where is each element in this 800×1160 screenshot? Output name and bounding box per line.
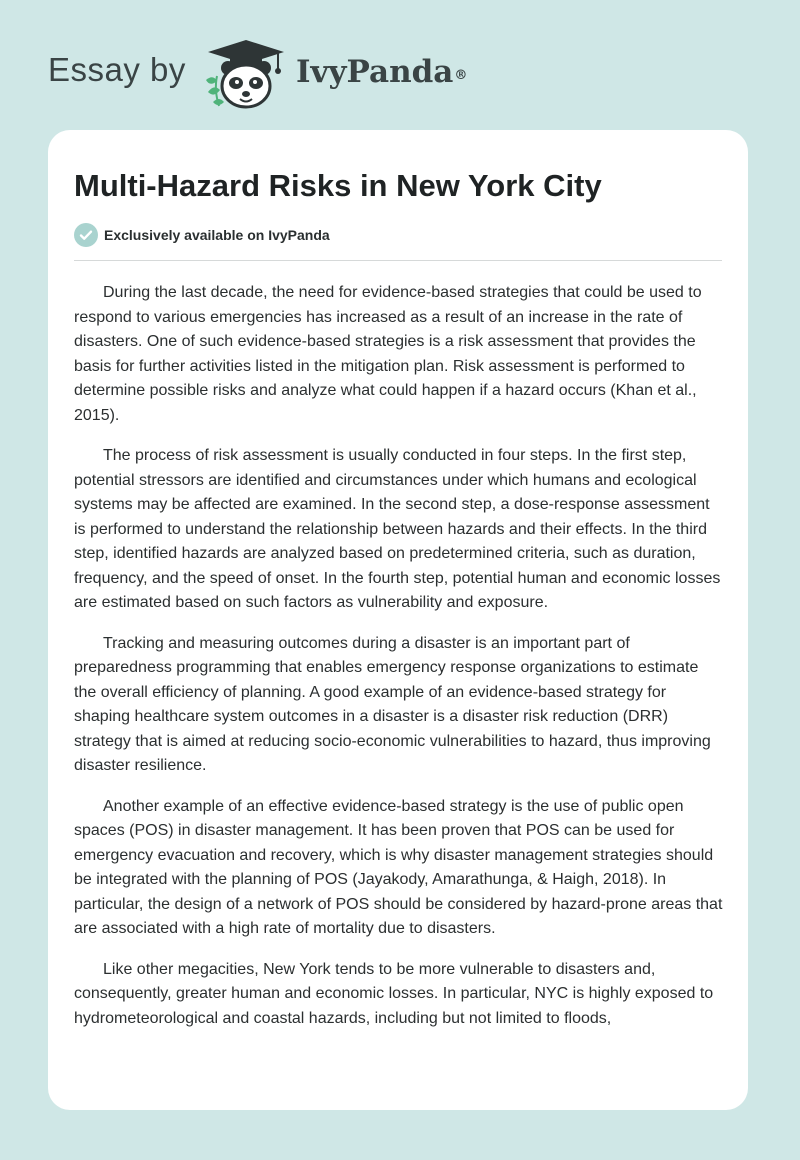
paragraph: During the last decade, the need for evidence-based strategies that could be used to respond to various emergencies has increased as a result of an increase in the rate of disasters. One of such evidence-based strategies is a risk assessment that provides the basis for further activities listed in the mitigation plan. Risk assessment is performed to determine possible risks and analyze what could happen if a hazard occurs (Khan et al., 2015). [74, 284, 702, 424]
panda-logo-icon[interactable] [200, 36, 292, 110]
divider [74, 260, 722, 261]
trademark-symbol: ® [454, 68, 468, 83]
paragraph: Like other megacities, New York tends to be more vulnerable to disasters and, consequently, greater human and economic losses. In particular, NYC is highly exposed to hydrometeorological and coastal hazards, including but not limited to floods, [74, 960, 714, 1027]
essay-card [48, 130, 748, 1110]
check-icon [74, 223, 98, 247]
exclusive-badge-text: Exclusively available on IvyPanda [104, 227, 330, 243]
essay-body [74, 281, 724, 1047]
brand-name-text: IvyPanda [296, 54, 454, 90]
exclusive-badge [74, 222, 330, 248]
paragraph: Tracking and measuring outcomes during a disaster is an important part of preparedness programming that enables emergency response organizations to estimate the overall efficiency of planning. A good example of an evidence-based strategy for shaping healthcare system outcomes in a disaster is a disaster risk reduction (DRR) strategy that is aimed at reducing socio-economic vulnerabilities to hazard, thus improving disaster resilience. [74, 634, 711, 774]
site-header [0, 0, 800, 130]
essay-by-label: Essay by [48, 51, 186, 88]
brand-name[interactable] [296, 52, 467, 92]
paragraph: Another example of an effective evidence-based strategy is the use of public open spaces (POS) in disaster management. It has been proven that POS can be used for emergency evacuation and recovery, which is why disaster management strategies should be integrated with the planning of POS (Jayakody, Amarathunga, & Haigh, 2018). In particular, the design of a network of POS should be considered by hazard-prone areas that are associated with a high rate of mortality due to disasters. [74, 797, 723, 937]
paragraph: The process of risk assessment is usually conducted in four steps. In the first step, potential stressors are identified and circumstances under which humans and ecological systems may be affected are examined. In the second step, a dose-response assessment is performed to understand the relationship between hazards and their effects. In the third step, identified hazards are analyzed based on predetermined criteria, such as duration, frequency, and the speed of onset. In the fourth step, potential human and economic losses are estimated based on such factors as vulnerability and exposure. [74, 447, 721, 611]
page-title: Multi-Hazard Risks in New York City [74, 168, 602, 203]
